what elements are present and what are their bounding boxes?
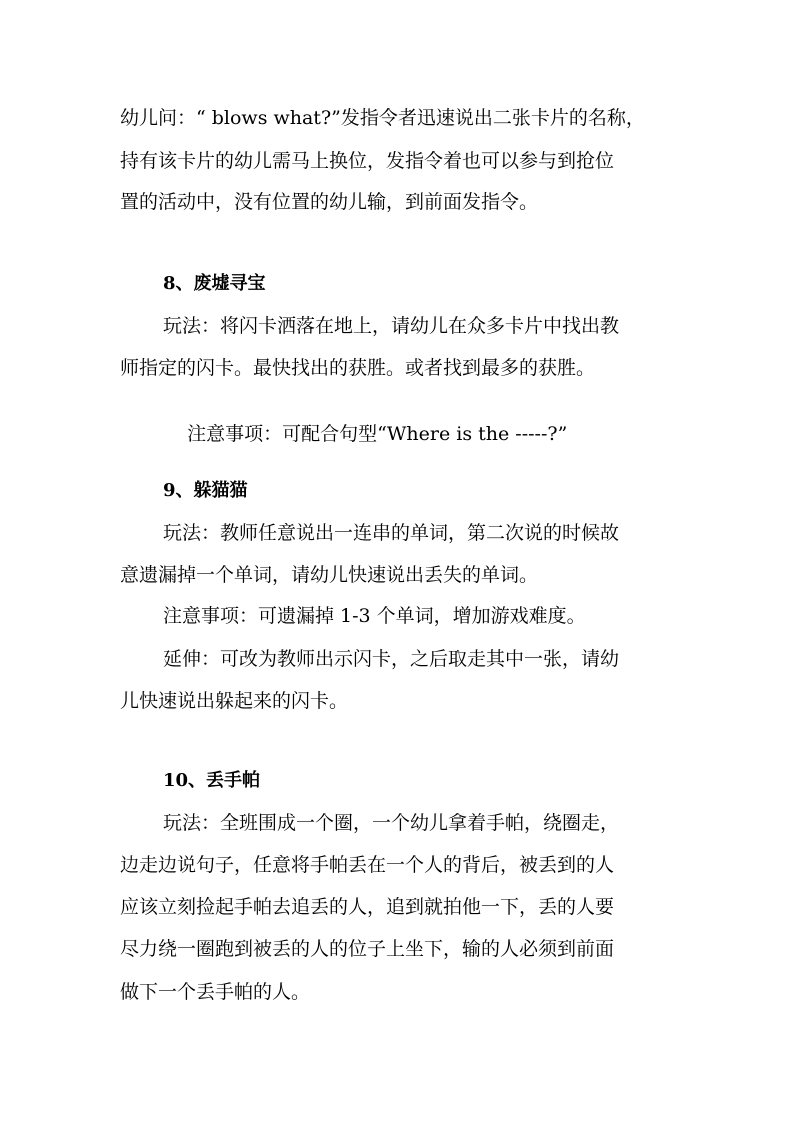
paragraph-line: 师指定的闪卡。最快找出的获胜。或者找到最多的获胜。: [120, 357, 596, 379]
paragraph-line: 置的活动中，没有位置的幼儿输，到前面发指令。: [120, 191, 539, 213]
paragraph-line: 边走边说句子，任意将手帕丢在一个人的背后，被丢到的人: [120, 854, 615, 876]
note-line: 注意事项：可遗漏掉 1-3 个单词，增加游戏难度。: [163, 605, 586, 627]
extension-line: 延伸：可改为教师出示闪卡，之后取走其中一张，请幼: [163, 648, 620, 670]
paragraph-line: 玩法：教师任意说出一连串的单词，第二次说的时候故: [163, 522, 620, 544]
section-heading-9: 9、躲猫猫: [163, 480, 248, 501]
paragraph-line: 幼儿问：“ blows what?”发指令者迅速说出二张卡片的名称，: [120, 107, 645, 129]
extension-line: 儿快速说出躲起来的闪卡。: [120, 690, 349, 712]
note-text: 注意事项：可配合句型“Where is the -----?”: [187, 423, 568, 445]
paragraph-line: 玩法：全班围成一个圈，一个幼儿拿着手帕，绕圈走，: [163, 812, 620, 834]
section-heading-8: 8、废墟寻宝: [163, 273, 266, 294]
note-line: [163, 398, 567, 470]
paragraph-line: 玩法：将闪卡洒落在地上，请幼儿在众多卡片中找出教: [163, 315, 620, 337]
paragraph-line: 意遗漏掉一个单词，请幼儿快速说出丢失的单词。: [120, 564, 539, 586]
paragraph-line: 应该立刻捡起手帕去追丢的人，追到就拍他一下，丢的人要: [120, 896, 615, 918]
section-heading-10: 10、丢手帕: [163, 770, 261, 791]
paragraph-line: 做下一个丢手帕的人。: [120, 981, 311, 1003]
paragraph-line: 持有该卡片的幼儿需马上换位，发指令着也可以参与到抢位: [120, 150, 615, 172]
paragraph-line: 尽力绕一圈跑到被丢的人的位子上坐下，输的人必须到前面: [120, 938, 615, 960]
